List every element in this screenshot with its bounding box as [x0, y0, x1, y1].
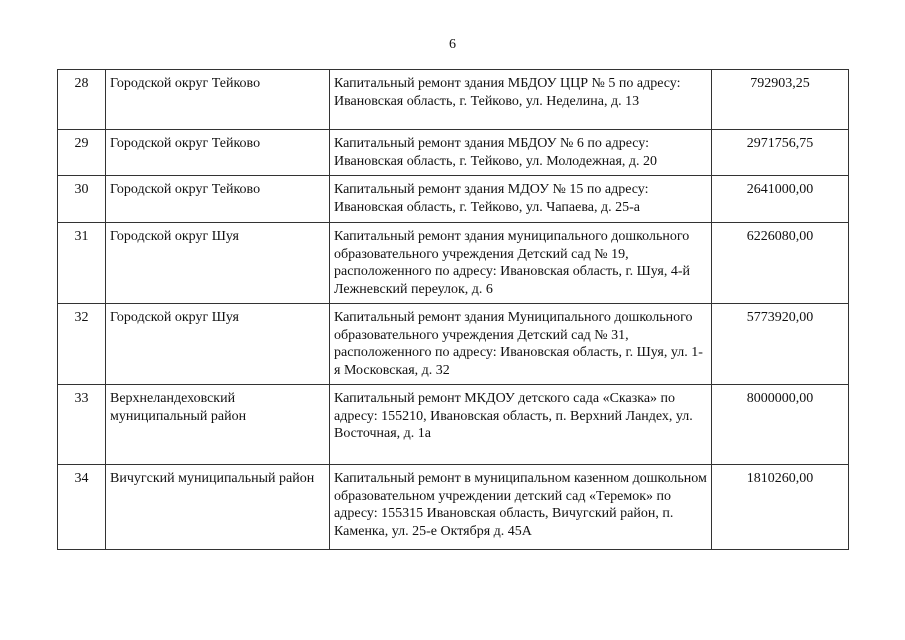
- row-number: 34: [58, 465, 106, 550]
- work-description: Капитальный ремонт в муниципальном казенном дошкольном образовательном учреждении детский сад «Теремок» по адресу: 155315 Ивановская область, Вичугский район, п. Каменка, ул. 25-е Октября д. 45А: [330, 465, 712, 550]
- funding-amount: 5773920,00: [712, 304, 849, 385]
- district-name: Городской округ Шуя: [106, 223, 330, 304]
- row-number: 30: [58, 176, 106, 223]
- district-name: Верхнеландеховский муниципальный район: [106, 385, 330, 465]
- work-description: Капитальный ремонт здания Муниципального дошкольного образовательного учреждения Детский сад № 31, расположенного по адресу: Ивановская область, г. Шуя, ул. 1-я Московская, д. 32: [330, 304, 712, 385]
- table-row: [58, 176, 849, 223]
- funding-amount: 8000000,00: [712, 385, 849, 465]
- work-description: Капитальный ремонт здания МБДОУ № 6 по адресу: Ивановская область, г. Тейково, ул. Молодежная, д. 20: [330, 130, 712, 176]
- funding-amount: 6226080,00: [712, 223, 849, 304]
- work-description: Капитальный ремонт здания муниципального дошкольного образовательного учреждения Детский сад № 19, расположенного по адресу: Ивановская область, г. Шуя, 4-й Лежневский переулок, д. 6: [330, 223, 712, 304]
- row-number: 32: [58, 304, 106, 385]
- work-description: Капитальный ремонт здания МБДОУ ЦЦР № 5 по адресу: Ивановская область, г. Тейково, ул. Неделина, д. 13: [330, 70, 712, 130]
- work-description: Капитальный ремонт МКДОУ детского сада «Сказка» по адресу: 155210, Ивановская область, п. Верхний Ландех, ул. Восточная, д. 1а: [330, 385, 712, 465]
- row-number: 28: [58, 70, 106, 130]
- table-row: [58, 70, 849, 130]
- district-name: Вичугский муниципальный район: [106, 465, 330, 550]
- work-description: Капитальный ремонт здания МДОУ № 15 по адресу: Ивановская область, г. Тейково, ул. Чапаева, д. 25-а: [330, 176, 712, 223]
- district-name: Городской округ Тейково: [106, 70, 330, 130]
- funding-amount: 792903,25: [712, 70, 849, 130]
- table-row: [58, 223, 849, 304]
- row-number: 31: [58, 223, 106, 304]
- district-name: Городской округ Тейково: [106, 130, 330, 176]
- funding-amount: 2641000,00: [712, 176, 849, 223]
- row-number: 29: [58, 130, 106, 176]
- page-number: 6: [449, 37, 456, 52]
- district-name: Городской округ Шуя: [106, 304, 330, 385]
- table-row: [58, 385, 849, 465]
- table-row: [58, 304, 849, 385]
- district-name: Городской округ Тейково: [106, 176, 330, 223]
- row-number: 33: [58, 385, 106, 465]
- funding-amount: 2971756,75: [712, 130, 849, 176]
- funding-amount: 1810260,00: [712, 465, 849, 550]
- table-row: [58, 130, 849, 176]
- funding-table: [57, 69, 849, 550]
- table-row: [58, 465, 849, 550]
